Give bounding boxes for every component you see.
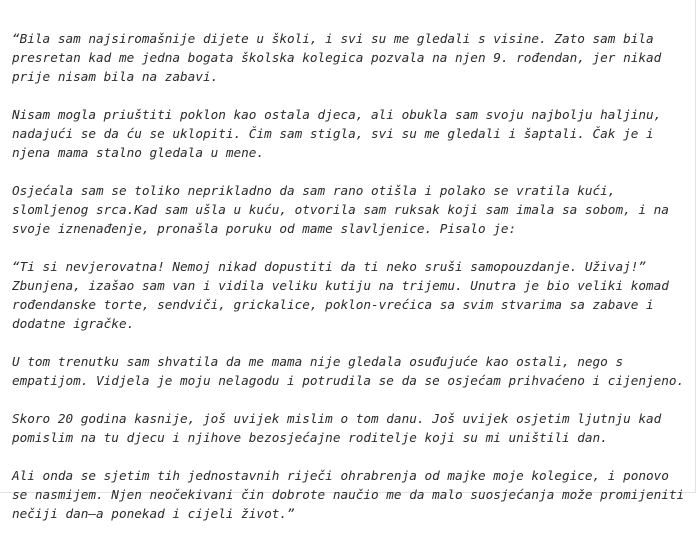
text-line: nečiji dan—a ponekad i cijeli život.” <box>12 506 295 521</box>
text-line: Ali onda se sjetim tih jednostavnih riječi ohrabrenja od majke moje kolegice, i ponovo <box>12 468 669 483</box>
text-line: dodatne igračke. <box>12 316 135 331</box>
text-line: “Bila sam najsiromašnije dijete u školi, i svi su me gledali s visine. Zato sam bila <box>12 31 654 46</box>
text-line: Osjećala sam se toliko neprikladno da sam rano otišla i polako se vratila kući, <box>12 183 616 198</box>
paragraph <box>12 352 688 390</box>
paragraph <box>12 29 688 86</box>
text-line: empatijom. Vidjela je moju nelagodu i potrudila se da se osjećam prihvaćeno i cijenjeno. <box>12 373 685 388</box>
text-line: presretan kad me jedna bogata školska kolegica pozvala na njen 9. rođendan, jer nikad <box>12 50 662 65</box>
text-line: rođendanske torte, sendviči, grickalice, poklon-vrećica sa svim stvarima sa zabave i <box>12 297 654 312</box>
story-text <box>12 29 688 542</box>
text-line: “Ti si nevjerovatna! Nemoj nikad dopustiti da ti neko sruši samopouzdanje. Uživaj!” <box>12 259 646 274</box>
paragraph <box>12 409 688 447</box>
text-line: pomislim na tu djecu i njihove bezosjećajne roditelje koji su mi uništili dan. <box>12 430 608 445</box>
text-line: prije nisam bila na zabavi. <box>12 69 219 84</box>
text-line: se nasmijem. Njen neočekivani čin dobrote naučio me da malo suosjećanja može promijeniti <box>12 487 685 502</box>
text-line: slomljenog srca.Kad sam ušla u kuću, otvorila sam ruksak koji sam imala sa sobom, i na <box>12 202 669 217</box>
text-line: Zbunjena, izašao sam van i vidila veliku kutiju na trijemu. Unutra je bio veliki komad <box>12 278 669 293</box>
paragraph <box>12 181 688 238</box>
text-line: svoje iznenađenje, pronašla poruku od mame slavljenice. Pisalo je: <box>12 221 517 236</box>
paragraph <box>12 105 688 162</box>
paragraph <box>12 257 688 333</box>
text-line: njena mama stalno gledala u mene. <box>12 145 265 160</box>
text-line: Skoro 20 godina kasnije, još uvijek mislim o tom danu. Još uvijek osjetim ljutnju kad <box>12 411 662 426</box>
text-line: Nisam mogla priuštiti poklon kao ostala djeca, ali obukla sam svoju najbolju haljinu, <box>12 107 662 122</box>
paragraph <box>12 466 688 523</box>
text-line: nadajući se da ću se uklopiti. Čim sam stigla, svi su me gledali i šaptali. Čak je i <box>12 126 654 141</box>
text-line: U tom trenutku sam shvatila da me mama nije gledala osuđujuće kao ostali, nego s <box>12 354 624 369</box>
